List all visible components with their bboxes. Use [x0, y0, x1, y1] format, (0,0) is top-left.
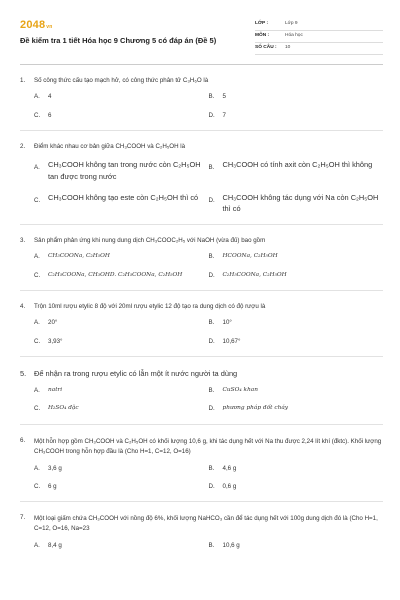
option-a[interactable]	[34, 253, 209, 261]
question-6	[20, 437, 383, 503]
question-text: Một loại giấm chứa CH₃COOH với nồng độ 6%, khối lượng NaHCO₃ cần để tác dụng hết với 100g dung dịch đó là (Cho H=1, C=12, O=16, Na=23	[34, 515, 378, 533]
question-number: 6.	[20, 436, 26, 444]
option-d[interactable]	[209, 192, 384, 214]
meta-value: Lớp 9	[285, 21, 298, 27]
option-d[interactable]	[209, 338, 384, 346]
option-letter: B.	[208, 464, 215, 472]
option-letter: B.	[208, 319, 215, 327]
option-letter: A.	[34, 253, 40, 261]
option-text: 3,93°	[48, 337, 63, 345]
brand-text: 2048	[20, 19, 46, 31]
option-text: 10,67°	[222, 337, 241, 345]
brand-suffix: vn	[46, 24, 53, 30]
option-text: 4	[48, 93, 52, 101]
option-b[interactable]	[209, 253, 384, 261]
option-letter: B.	[208, 387, 215, 395]
option-text: CH₃COOH không tác dụng với Na còn C₂H₅OH thì có	[222, 192, 379, 213]
page-title: Đề kiểm tra 1 tiết Hóa học 9 Chương 5 có đáp án (Đề 5)	[20, 35, 217, 45]
option-text: 8,4 g	[48, 542, 62, 550]
question-number: 7.	[20, 514, 26, 522]
option-b[interactable]	[209, 159, 384, 181]
option-text: 20°	[48, 319, 58, 327]
option-a[interactable]	[34, 387, 209, 395]
option-text: 6	[48, 111, 52, 119]
option-b[interactable]	[209, 93, 384, 101]
option-letter: A.	[34, 164, 40, 172]
option-text: HCOONa, C₂H₅OH	[222, 253, 278, 260]
option-letter: A.	[34, 542, 40, 550]
meta-row-count	[255, 43, 383, 55]
meta-value: 10	[285, 45, 291, 51]
option-c[interactable]	[34, 192, 209, 214]
option-c[interactable]	[34, 483, 209, 491]
question-number: 1.	[20, 77, 26, 84]
option-text: H₂SO₄ đặc	[48, 405, 79, 412]
option-text: CH₃COONa, C₂H₅OH	[48, 253, 110, 260]
option-b[interactable]	[209, 542, 384, 550]
option-letter: C.	[34, 405, 41, 413]
option-text: CH₃COOH không tạo este còn C₂H₅OH thì có	[48, 192, 199, 202]
question-divider	[20, 424, 383, 425]
option-d[interactable]	[209, 112, 384, 120]
option-b[interactable]	[209, 465, 384, 473]
question-number: 4.	[20, 302, 26, 310]
question-7	[20, 514, 383, 550]
option-letter: B.	[208, 164, 215, 172]
option-letter: D.	[208, 337, 215, 345]
question-number: 3.	[20, 236, 26, 244]
question-text: Một hỗn hợp gồm CH₃COOH và C₂H₅OH có khối lượng 10,6 g, khi tác dụng hết với Na thu được 2,24 lít khí (đktc). Khối lượng CH₃COOH trong hỗn hợp đầu là (Cho H=1, C=12, O=16)	[34, 437, 382, 455]
option-c[interactable]	[34, 405, 209, 413]
option-text: 0,6 g	[222, 482, 237, 490]
question-divider	[20, 224, 383, 225]
option-text: 10°	[222, 319, 232, 327]
option-c[interactable]	[34, 272, 209, 280]
option-letter: D.	[208, 405, 215, 413]
option-letter: C.	[34, 271, 41, 279]
option-d[interactable]	[209, 272, 384, 280]
question-2	[20, 143, 383, 225]
meta-row-subject	[255, 31, 383, 43]
option-letter: B.	[208, 253, 215, 261]
question-4	[20, 303, 383, 357]
question-divider	[20, 290, 383, 291]
option-letter: A.	[34, 319, 40, 327]
header-divider	[20, 64, 383, 65]
option-text: CuSO₄ khan	[222, 387, 258, 394]
option-letter: A.	[34, 93, 40, 101]
option-letter: A.	[34, 464, 40, 472]
option-d[interactable]	[209, 405, 384, 413]
option-c[interactable]	[34, 112, 209, 120]
brand-logo[interactable]	[20, 18, 216, 33]
option-letter: D.	[208, 271, 215, 279]
option-c[interactable]	[34, 338, 209, 346]
question-text: Điểm khác nhau cơ bản giữa CH₃COOH và C₂H₅OH là	[34, 143, 186, 151]
question-3	[20, 237, 383, 291]
option-b[interactable]	[209, 319, 384, 327]
option-letter: D.	[208, 196, 215, 204]
option-letter: B.	[208, 93, 215, 101]
meta-key: LỚP :	[255, 21, 269, 27]
meta-key: MÔN :	[255, 33, 270, 39]
option-letter: C.	[34, 196, 41, 204]
option-letter: D.	[208, 111, 215, 119]
question-text: Để nhận ra trong rượu etylic có lẫn một ít nước người ta dùng	[34, 369, 238, 379]
option-letter: C.	[34, 482, 41, 490]
option-text: 4,6 g	[222, 464, 237, 472]
question-text: Sản phẩm phản ứng khi nung dung dịch CH₃COOC₂H₅ với NaOH (vừa đủ) bao gồm	[34, 236, 266, 244]
option-text: C₂H₅COONa, C₂H₅OH	[222, 271, 287, 278]
question-number: 2.	[20, 143, 26, 151]
option-text: natri	[48, 387, 63, 394]
title-block	[20, 18, 216, 60]
meta-value: Hóa học	[285, 33, 303, 39]
option-letter: B.	[208, 542, 215, 550]
option-text: 3,6 g	[48, 464, 62, 472]
option-a[interactable]	[34, 465, 209, 473]
option-b[interactable]	[209, 387, 384, 395]
question-divider	[20, 130, 383, 131]
option-a[interactable]	[34, 159, 209, 181]
question-5	[20, 369, 383, 425]
question-text: Trộn 10ml rượu etylic 8 độ với 20ml rượu etylic 12 độ tạo ra dung dịch có độ rượu là	[34, 302, 266, 310]
option-letter: A.	[34, 387, 40, 395]
question-1	[20, 77, 383, 131]
meta-key: SỐ CÂU :	[255, 45, 277, 51]
option-text: phương pháp đốt cháy	[222, 405, 289, 412]
option-a[interactable]	[34, 319, 209, 327]
option-text: 5	[222, 93, 226, 101]
meta-table	[255, 19, 383, 60]
option-text: CH₃COOH có tính axit còn C₂H₅OH thì không	[222, 160, 373, 170]
option-d[interactable]	[209, 483, 384, 491]
option-text: CH₃COOH không tan trong nước còn C₂H₅OH tan được trong nước	[48, 160, 201, 181]
question-divider	[20, 501, 383, 502]
question-divider	[20, 356, 383, 357]
option-a[interactable]	[34, 93, 209, 101]
option-letter: C.	[34, 337, 41, 345]
option-text: 7	[222, 111, 226, 119]
meta-row-class	[255, 19, 383, 31]
option-text: 10,6 g	[222, 542, 240, 550]
option-text: 6 g	[48, 482, 57, 490]
option-a[interactable]	[34, 542, 209, 550]
option-letter: C.	[34, 111, 41, 119]
option-text: C₂H₅COONa, CH₃OHD. C₂H₅COONa, C₂H₅OH	[48, 271, 183, 278]
option-letter: D.	[208, 482, 215, 490]
question-number: 5.	[20, 369, 27, 379]
header	[20, 18, 383, 60]
question-text: Số công thức cấu tạo mạch hở, có công thức phân tử C₃H₆O là	[34, 77, 209, 84]
